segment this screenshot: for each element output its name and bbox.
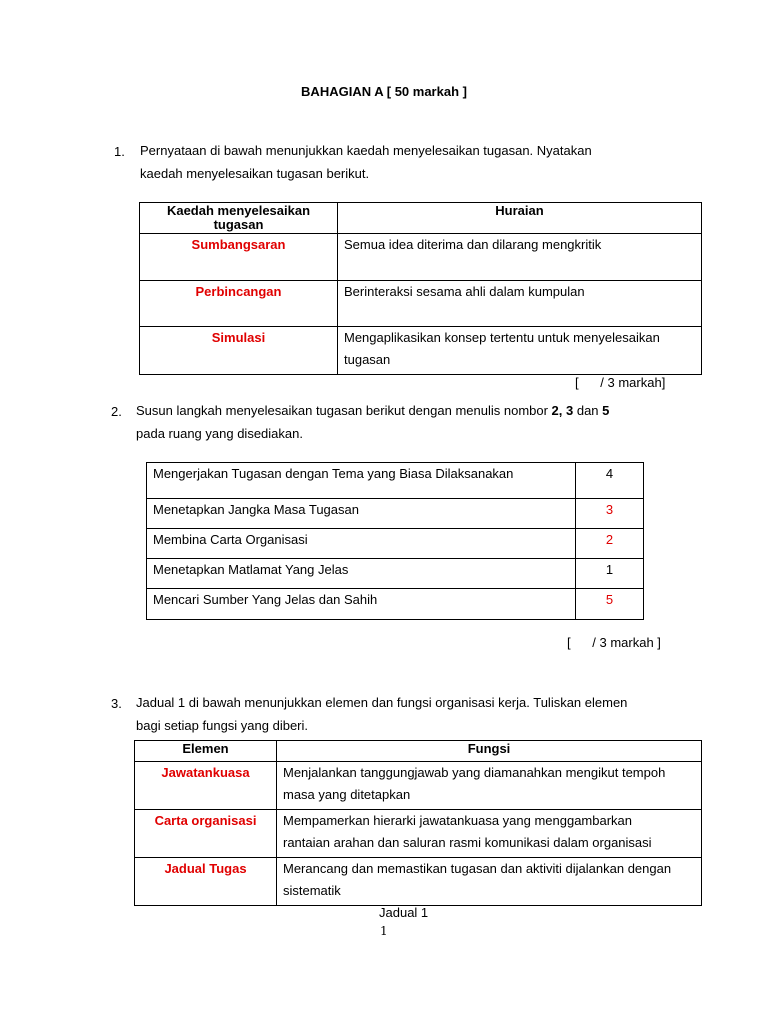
methods-header-description: Huraian <box>338 203 702 234</box>
table-row <box>140 327 702 375</box>
description-cell: Berinteraksi sesama ahli dalam kumpulan <box>338 281 702 327</box>
step-cell: Menetapkan Jangka Masa Tugasan <box>147 499 576 529</box>
table-row <box>147 499 644 529</box>
steps-table <box>146 462 644 620</box>
elements-table <box>134 740 702 906</box>
function-cell: Merancang dan memastikan tugasan dan aktiviti dijalankan dengan sistematik <box>277 858 702 906</box>
description-cell: Mengaplikasikan konsep tertentu untuk menyelesaikan tugasan <box>338 327 702 375</box>
step-answer-cell: 5 <box>576 589 644 620</box>
question-1-marks: [ / 3 markah] <box>575 375 666 390</box>
function-cell: Mempamerkan hierarki jawatankuasa yang menggambarkan rantaian arahan dan saluran rasmi komunikasi dalam organisasi <box>277 810 702 858</box>
table-row <box>147 589 644 620</box>
table-row <box>135 858 702 906</box>
question-3-number: 3. <box>111 696 122 711</box>
element-cell: Carta organisasi <box>135 810 277 858</box>
page-number: 1 <box>380 924 388 938</box>
elements-header-element: Elemen <box>135 741 277 762</box>
table-row <box>140 281 702 327</box>
section-title: BAHAGIAN A [ 50 markah ] <box>301 84 467 99</box>
step-answer-cell: 3 <box>576 499 644 529</box>
table-row <box>147 463 644 499</box>
description-cell: Semua idea diterima dan dilarang mengkritik <box>338 234 702 281</box>
question-1-text: Pernyataan di bawah menunjukkan kaedah menyelesaikan tugasan. Nyatakan kaedah menyelesaikan tugasan berikut. <box>140 143 592 181</box>
table-row <box>140 234 702 281</box>
method-cell: Simulasi <box>140 327 338 375</box>
element-cell: Jawatankuasa <box>135 762 277 810</box>
step-cell: Menetapkan Matlamat Yang Jelas <box>147 559 576 589</box>
table-row <box>135 762 702 810</box>
question-2-number: 2. <box>111 404 122 419</box>
table-row <box>147 529 644 559</box>
step-cell: Membina Carta Organisasi <box>147 529 576 559</box>
step-cell: Mencari Sumber Yang Jelas dan Sahih <box>147 589 576 620</box>
method-cell: Perbincangan <box>140 281 338 327</box>
methods-header-method: Kaedah menyelesaikan tugasan <box>140 203 338 234</box>
question-2-text: Susun langkah menyelesaikan tugasan berikut dengan menulis nombor 2, 3 dan 5 pada ruang yang disediakan. <box>136 403 610 441</box>
elements-header-function: Fungsi <box>277 741 702 762</box>
question-2-marks: [ / 3 markah ] <box>567 635 661 650</box>
question-1-number: 1. <box>114 144 125 159</box>
method-cell: Sumbangsaran <box>140 234 338 281</box>
step-number-cell: 1 <box>576 559 644 589</box>
function-cell: Menjalankan tanggungjawab yang diamanahkan mengikut tempoh masa yang ditetapkan <box>277 762 702 810</box>
table-row <box>135 810 702 858</box>
table-caption: Jadual 1 <box>379 905 429 920</box>
methods-table <box>139 202 702 375</box>
element-cell: Jadual Tugas <box>135 858 277 906</box>
step-number-cell: 4 <box>576 463 644 499</box>
step-cell: Mengerjakan Tugasan dengan Tema yang Biasa Dilaksanakan <box>147 463 576 499</box>
table-row <box>147 559 644 589</box>
question-3-text: Jadual 1 di bawah menunjukkan elemen dan fungsi organisasi kerja. Tuliskan elemen bagi setiap fungsi yang diberi. <box>136 695 628 733</box>
step-answer-cell: 2 <box>576 529 644 559</box>
